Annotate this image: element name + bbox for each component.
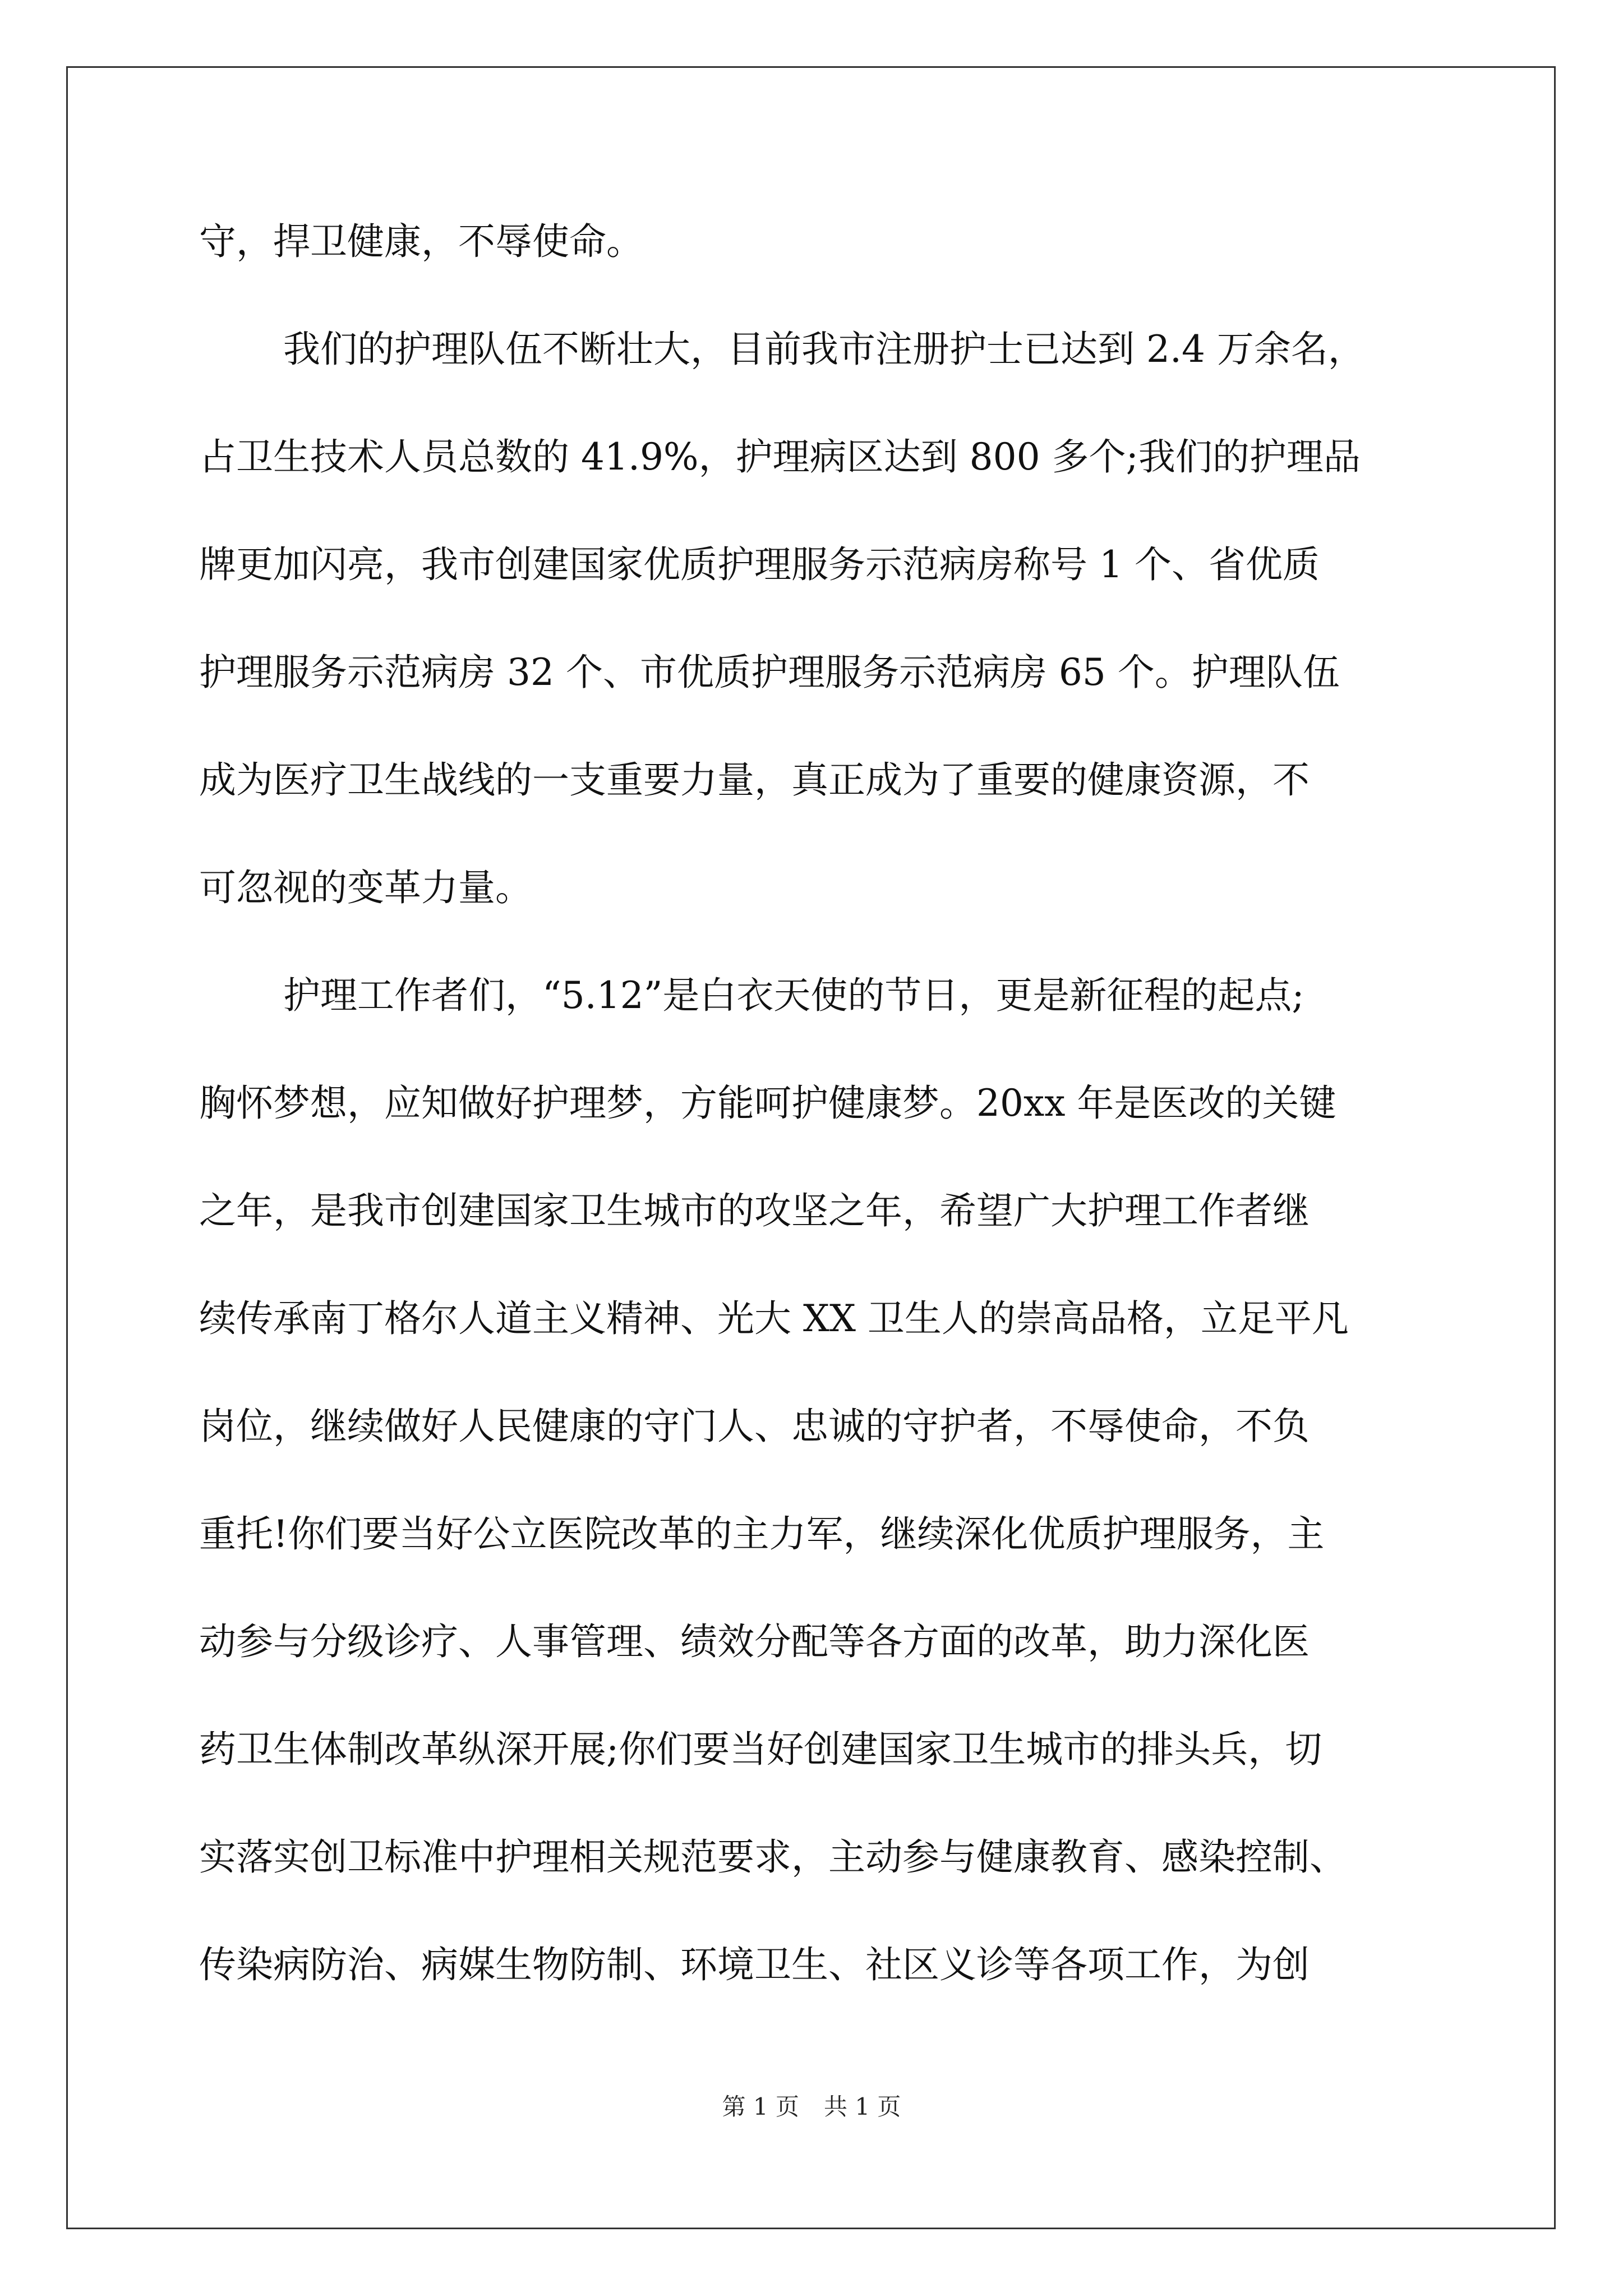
paragraph-first-line: 我们的护理队伍不断壮大，目前我市注册护士已达到 2.4 万余名， (283, 328, 1365, 371)
page-number: 第 1 页 (722, 2093, 799, 2120)
text-line: 占卫生技术人员总数的 41.9%，护理病区达到 800 多个;我们的护理品 (199, 435, 1361, 478)
page-count: 共 1 页 (824, 2093, 901, 2120)
text-line: 守，捍卫健康，不辱使命。 (199, 220, 643, 263)
text-line: 之年，是我市创建国家卫生城市的攻坚之年，希望广大护理工作者继 (199, 1189, 1310, 1232)
text-line: 药卫生体制改革纵深开展;你们要当好创建国家卫生城市的排头兵，切 (199, 1728, 1322, 1771)
text-line: 动参与分级诊疗、人事管理、绩效分配等各方面的改革，助力深化医 (199, 1620, 1310, 1663)
text-line: 实落实创卫标准中护理相关规范要求，主动参与健康教育、感染控制、 (199, 1835, 1347, 1879)
document-body (199, 188, 1436, 2019)
page-footer (0, 2091, 1623, 2123)
text-line: 护理服务示范病房 32 个、市优质护理服务示范病房 65 个。护理队伍 (199, 651, 1340, 694)
text-line: 胸怀梦想，应知做好护理梦，方能呵护健康梦。20xx 年是医改的关键 (199, 1082, 1336, 1125)
paragraph-first-line: 护理工作者们，“5.12”是白衣天使的节日，更是新征程的起点; (283, 974, 1304, 1017)
text-line: 可忽视的变革力量。 (199, 866, 532, 909)
text-line: 成为医疗卫生战线的一支重要力量，真正成为了重要的健康资源，不 (199, 758, 1310, 802)
text-line: 重托!你们要当好公立医院改革的主力军，继续深化优质护理服务，主 (199, 1512, 1325, 1556)
text-line: 牌更加闪亮，我市创建国家优质护理服务示范病房称号 1 个、省优质 (199, 543, 1320, 586)
text-line: 续传承南丁格尔人道主义精神、光大 XX 卫生人的崇高品格，立足平凡 (199, 1297, 1349, 1340)
text-line: 岗位，继续做好人民健康的守门人、忠诚的守护者，不辱使命，不负 (199, 1405, 1310, 1448)
text-line: 传染病防治、病媒生物防制、环境卫生、社区义诊等各项工作，为创 (199, 1943, 1310, 1986)
